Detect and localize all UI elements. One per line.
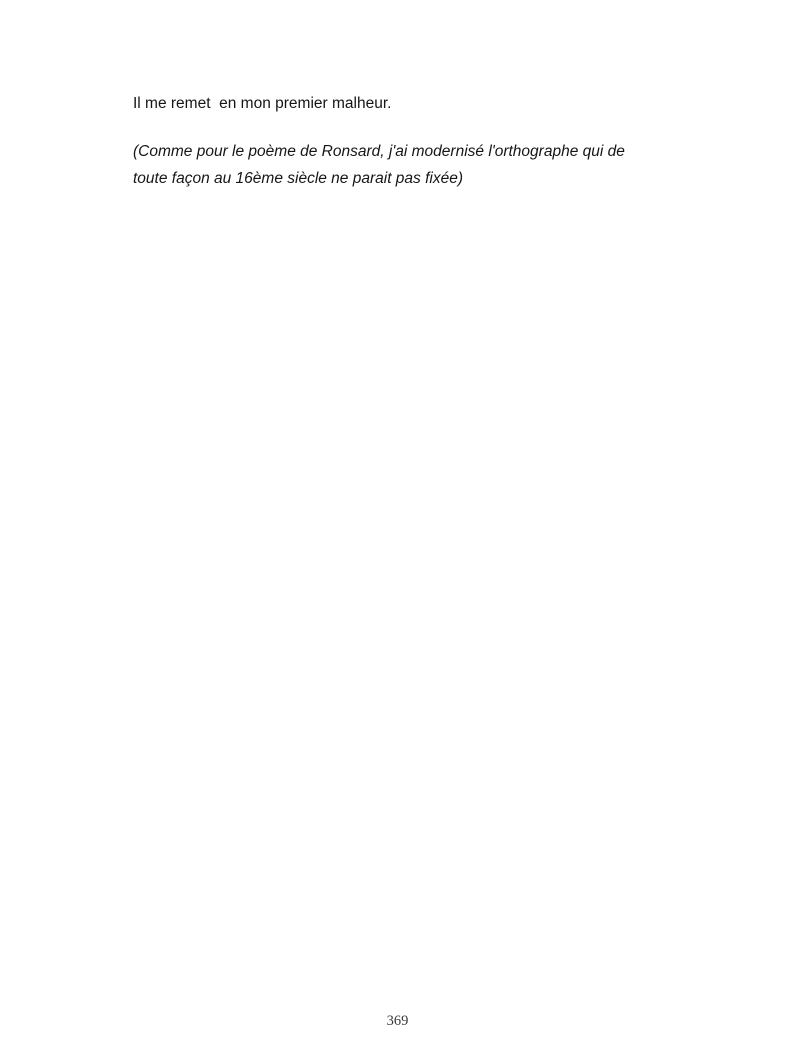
- italic-note-line-2: toute façon au 16ème siècle ne parait pas fixée): [133, 170, 464, 187]
- italic-note-line-1: (Comme pour le poème de Ronsard, j'ai modernisé l'orthographe qui de: [133, 143, 625, 160]
- page-number: 369: [386, 1013, 409, 1029]
- italic-note: [133, 138, 678, 192]
- page-content: [133, 94, 678, 192]
- body-text-line: Il me remet en mon premier malheur.: [133, 95, 392, 112]
